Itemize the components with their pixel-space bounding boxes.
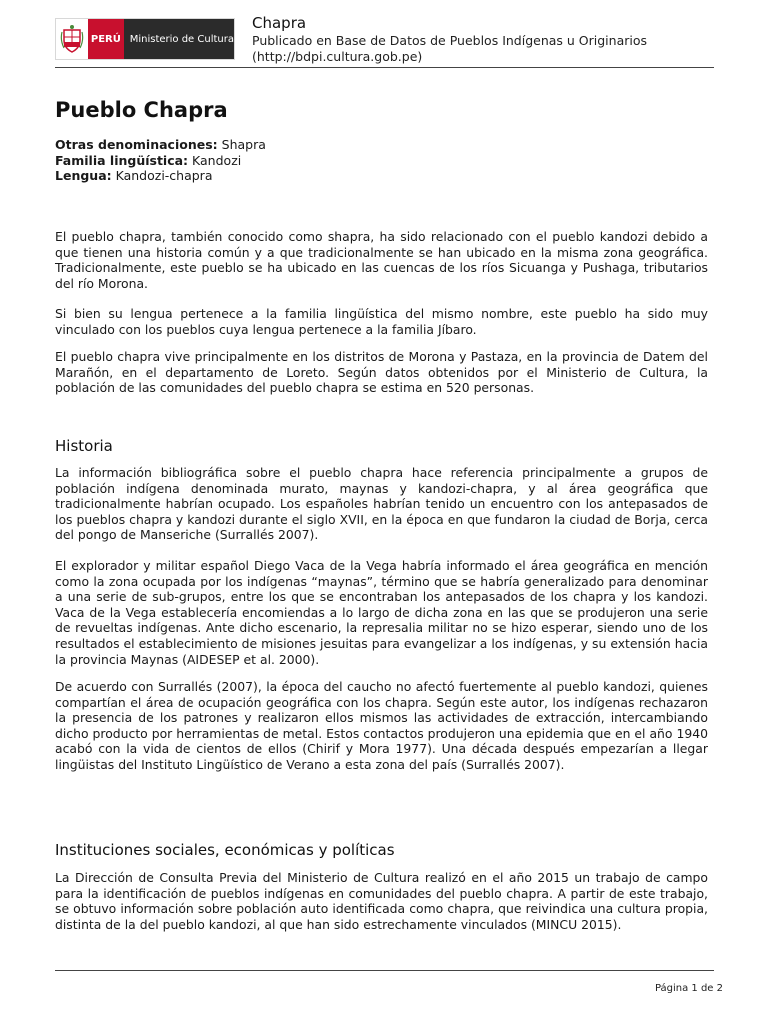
header-subtitle-line2: (http://bdpi.cultura.gob.pe) (252, 49, 423, 64)
meta-value: Kandozi (192, 152, 242, 168)
header-subtitle-line1: Publicado en Base de Datos de Pueblos Indígenas u Originarios (252, 33, 648, 48)
section-heading-historia: Historia (55, 437, 113, 455)
footer-divider (55, 970, 714, 971)
intro-paragraph-1: El pueblo chapra, también conocido como shapra, ha sido relacionado con el pueblo kandozi debido a que tienen una historia común y a que tradicionalmente se han ubicado en la misma zona geográfica. Tradicionalmente, este pueblo se ha ubicado en las cuencas de los ríos Sicuanga y Pushaga, tributarios del río Morona. (55, 229, 708, 291)
historia-paragraph-2: El explorador y militar español Diego Vaca de la Vega habría informado el área geográfica en mención como la zona ocupada por los indígenas “maynas”, término que se habría generalizado para denominar a una serie de sub-grupos, entre los que se encontraban los antepasados de los chapra y los kandozi. Vaca de la Vega establecería encomiendas a lo largo de dicha zona en las que se produjeron una serie de revueltas indígenas. Ante dicho escenario, la represalia militar no se hizo esperar, siendo uno de los resultados el establecimiento de misiones jesuitas para evangelizar a los indígenas, y su extensión hacia la provincia Maynas (AIDESEP et al. 2000). (55, 558, 708, 667)
logo-ministry-label: Ministerio de Cultura (124, 19, 234, 59)
document-title: Pueblo Chapra (55, 98, 228, 122)
intro-paragraph-2: Si bien su lengua pertenece a la familia lingüística del mismo nombre, este pueblo ha sido muy vinculado con los pueblos cuya lengua pertenece a la familia Jíbaro. (55, 306, 708, 337)
document-page (55, 0, 714, 1024)
header-title: Chapra (252, 14, 307, 32)
meta-row-familia (55, 153, 714, 169)
header-text (252, 13, 714, 65)
meta-key: Lengua: (55, 168, 112, 183)
meta-row-denominaciones (55, 137, 714, 153)
meta-row-lengua (55, 168, 714, 184)
metadata-block (55, 137, 714, 184)
page-number: Página 1 de 2 (654, 983, 723, 994)
historia-paragraph-3: De acuerdo con Surrallés (2007), la época del caucho no afectó fuertemente al pueblo kandozi, quienes compartían el área de ocupación geográfica con los chapra. Según este autor, los indígenas rechazaron la presencia de los patrones y realizaron ellos mismos las actividades de extracción, intercambiando dicho producto por herramientas de metal. Estos contactos produjeron una epidemia que en el año 1940 acabó con la vida de cientos de ellos (Chirif y Mora 1977). Una década después empezarían a llegar lingüistas del Instituto Lingüístico de Verano a esta zona del país (Surrallés 2007). (55, 679, 708, 772)
intro-paragraph-3: El pueblo chapra vive principalmente en los distritos de Morona y Pastaza, en la provincia de Datem del Marañón, en el departamento de Loreto. Según datos obtenidos por el Ministerio de Cultura, la población de las comunidades del pueblo chapra se estima en 520 personas. (55, 349, 708, 396)
instituciones-paragraph-1: La Dirección de Consulta Previa del Ministerio de Cultura realizó en el año 2015 un trabajo de campo para la identificación de pueblos indígenas en comunidades del pueblo chapra. A partir de este trabajo, se obtuvo información sobre población auto identificada como chapra, que reivindica una cultura propia, distinta de la del pueblo kandozi, al que han sido estrechamente vinculados (MINCU 2015). (55, 870, 708, 932)
meta-key: Otras denominaciones: (55, 137, 218, 152)
meta-value: Kandozi-chapra (115, 168, 213, 183)
historia-paragraph-1: La información bibliográfica sobre el pueblo chapra hace referencia principalmente a grupos de población indígena denominada murato, maynas y kandozi-chapra, y al área geográfica que tradicionalmente habrían ocupado. Los españoles habrían tenido un encuentro con los antepasados de los pueblos chapra y kandozi durante el siglo XVII, en la época en que fundaron la ciudad de Borja, cerca del pongo de Manseriche (Surrallés 2007). (55, 465, 708, 543)
page-header (55, 13, 714, 69)
meta-key: Familia lingüística: (55, 152, 189, 168)
ministry-logo (55, 18, 235, 60)
coat-of-arms-icon (56, 19, 88, 59)
section-heading-instituciones: Instituciones sociales, económicas y políticas (55, 841, 395, 859)
logo-peru-label: PERÚ (88, 19, 124, 59)
meta-value: Shapra (221, 137, 266, 152)
header-divider (55, 67, 714, 68)
